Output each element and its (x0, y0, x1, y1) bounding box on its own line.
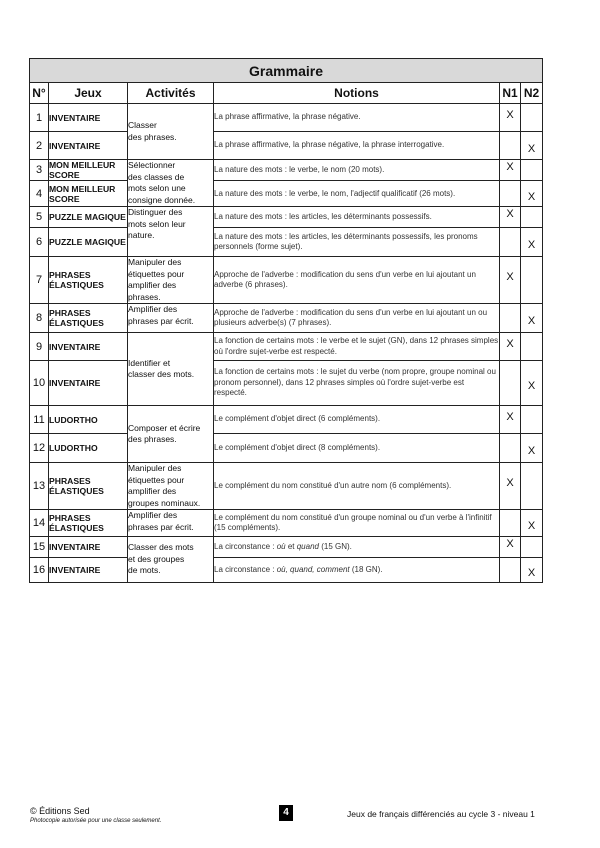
game-name: PHRASES ÉLASTIQUES (49, 304, 128, 333)
n2-mark (521, 406, 543, 434)
row-number: 13 (30, 463, 49, 510)
game-name: LUDORTHO (49, 434, 128, 463)
game-name: INVENTAIRE (49, 132, 128, 160)
n2-mark-value: X (527, 567, 536, 579)
table-row (30, 361, 543, 406)
notion: La nature des mots : le verbe, le nom, l'adjectif qualificatif (26 mots). (214, 181, 500, 207)
row-number: 11 (30, 406, 49, 434)
publisher: © Éditions Sed (30, 806, 90, 816)
row-number: 6 (30, 228, 49, 257)
notion: La circonstance : où, quand, comment (18 GN). (214, 558, 500, 583)
activity: Identifier et classer des mots. (128, 333, 214, 406)
n1-mark-value: X (506, 161, 514, 174)
table-row (30, 207, 543, 228)
n1-mark-value: X (506, 108, 514, 121)
row-number: 15 (30, 537, 49, 558)
n2-mark (521, 257, 543, 304)
table-row (30, 257, 543, 304)
row-number: 2 (30, 132, 49, 160)
header-no: N° (30, 83, 49, 104)
activity: Classer des phrases. (128, 104, 214, 160)
notion: La nature des mots : les articles, les déterminants possessifs, les pronoms personnels (forme sujet). (214, 228, 500, 257)
game-name: MON MEILLEUR SCORE (49, 160, 128, 181)
game-name: LUDORTHO (49, 406, 128, 434)
n1-mark (500, 257, 521, 304)
table-row (30, 160, 543, 181)
game-name: INVENTAIRE (49, 537, 128, 558)
header-notions: Notions (214, 83, 500, 104)
row-number: 4 (30, 181, 49, 207)
n2-mark (521, 537, 543, 558)
row-number: 9 (30, 333, 49, 361)
notion: La phrase affirmative, la phrase négative. (214, 104, 500, 132)
activity: Amplifier des phrases par écrit. (128, 510, 214, 537)
notion: Le complément du nom constitué d'un groupe nominal ou d'un verbe à l'infinitif (15 compléments). (214, 510, 500, 537)
n1-mark (500, 207, 521, 228)
row-number: 16 (30, 558, 49, 583)
activity: Manipuler des étiquettes pour amplifier des phrases. (128, 257, 214, 304)
game-name: MON MEILLEUR SCORE (49, 181, 128, 207)
table-row (30, 406, 543, 434)
n1-mark (500, 132, 521, 160)
game-name: INVENTAIRE (49, 104, 128, 132)
n1-mark (500, 510, 521, 537)
header-jeux: Jeux (49, 83, 128, 104)
table-row (30, 132, 543, 160)
game-name: PUZZLE MAGIQUE (49, 207, 128, 228)
notion: La nature des mots : les articles, les déterminants possessifs. (214, 207, 500, 228)
n1-mark (500, 463, 521, 510)
row-number: 7 (30, 257, 49, 304)
row-number: 14 (30, 510, 49, 537)
n1-mark (500, 434, 521, 463)
row-number: 5 (30, 207, 49, 228)
table-row (30, 510, 543, 537)
n2-mark (521, 361, 543, 406)
n2-mark (521, 104, 543, 132)
game-name: PHRASES ÉLASTIQUES (49, 463, 128, 510)
activity: Sélectionner des classes de mots selon une consigne donnée. (128, 160, 214, 207)
n1-mark (500, 104, 521, 132)
n2-mark (521, 160, 543, 181)
table-title: Grammaire (30, 59, 543, 83)
activity: Composer et écrire des phrases. (128, 406, 214, 463)
notion: Approche de l'adverbe : modification du sens d'un verbe en lui ajoutant un ou plusieurs adverbe(s) (7 phrases). (214, 304, 500, 333)
n1-mark-value: X (506, 208, 514, 220)
table-row (30, 181, 543, 207)
table-row (30, 558, 543, 583)
header-activites: Activités (128, 83, 214, 104)
table-row (30, 333, 543, 361)
n2-mark (521, 558, 543, 583)
n1-mark (500, 160, 521, 181)
n2-mark (521, 463, 543, 510)
n2-mark-value: X (527, 142, 536, 155)
book-title: Jeux de français différenciés au cycle 3 - niveau 1 (347, 809, 535, 819)
notion: La fonction de certains mots : le verbe et le sujet (GN), dans 12 phrases simples où l'ordre sujet-verbe est respecté. (214, 333, 500, 361)
n2-mark (521, 181, 543, 207)
game-name: INVENTAIRE (49, 333, 128, 361)
n2-mark (521, 304, 543, 333)
n1-mark-value: X (506, 337, 514, 350)
table-row (30, 434, 543, 463)
n2-mark-value: X (527, 445, 536, 457)
n1-mark (500, 537, 521, 558)
table-body (30, 104, 543, 583)
game-name: INVENTAIRE (49, 558, 128, 583)
row-number: 3 (30, 160, 49, 181)
page-number: 4 (279, 805, 293, 821)
n2-mark (521, 434, 543, 463)
game-name: PUZZLE MAGIQUE (49, 228, 128, 257)
n1-mark-value: X (506, 271, 514, 283)
activity: Amplifier des phrases par écrit. (128, 304, 214, 333)
n2-mark-value: X (527, 239, 536, 251)
n1-mark (500, 406, 521, 434)
n2-mark (521, 510, 543, 537)
n2-mark (521, 132, 543, 160)
n2-mark-value: X (527, 190, 536, 203)
table-row (30, 537, 543, 558)
n2-mark-value: X (527, 520, 536, 532)
table-row (30, 228, 543, 257)
n1-mark-value: X (506, 538, 514, 550)
n2-mark (521, 228, 543, 257)
n1-mark (500, 361, 521, 406)
n1-mark (500, 333, 521, 361)
n1-mark (500, 558, 521, 583)
n2-mark-value: X (527, 380, 536, 392)
notion: La circonstance : où et quand (15 GN). (214, 537, 500, 558)
notion: Le complément d'objet direct (8 compléments). (214, 434, 500, 463)
n2-mark (521, 333, 543, 361)
activity: Classer des mots et des groupes de mots. (128, 537, 214, 583)
table-row (30, 463, 543, 510)
activity: Distinguer des mots selon leur nature. (128, 207, 214, 257)
activity: Manipuler des étiquettes pour amplifier des groupes nominaux. (128, 463, 214, 510)
game-name: PHRASES ÉLASTIQUES (49, 257, 128, 304)
n1-mark-value: X (506, 477, 514, 489)
n1-mark (500, 304, 521, 333)
notion: La fonction de certains mots : le sujet du verbe (nom propre, groupe nominal ou pronom personnel), dans 12 phrases simples où l'ordre sujet-verbe est respecté. (214, 361, 500, 406)
n2-mark (521, 207, 543, 228)
notion: La phrase affirmative, la phrase négative, la phrase interrogative. (214, 132, 500, 160)
grammar-table (29, 58, 543, 583)
notion: La nature des mots : le verbe, le nom (20 mots). (214, 160, 500, 181)
row-number: 1 (30, 104, 49, 132)
header-n2: N2 (521, 83, 543, 104)
row-number: 8 (30, 304, 49, 333)
game-name: INVENTAIRE (49, 361, 128, 406)
n1-mark (500, 228, 521, 257)
copyright-note: Photocopie autorisée pour une classe seulement. (30, 818, 162, 824)
notion: Approche de l'adverbe : modification du sens d'un verbe en lui ajoutant un adverbe (6 phrases). (214, 257, 500, 304)
notion: Le complément du nom constitué d'un autre nom (6 compléments). (214, 463, 500, 510)
table-row (30, 104, 543, 132)
game-name: PHRASES ÉLASTIQUES (49, 510, 128, 537)
table-row (30, 304, 543, 333)
n1-mark-value: X (506, 410, 514, 423)
row-number: 10 (30, 361, 49, 406)
n1-mark (500, 181, 521, 207)
header-n1: N1 (500, 83, 521, 104)
notion: Le complément d'objet direct (6 compléments). (214, 406, 500, 434)
n2-mark-value: X (527, 315, 536, 327)
row-number: 12 (30, 434, 49, 463)
